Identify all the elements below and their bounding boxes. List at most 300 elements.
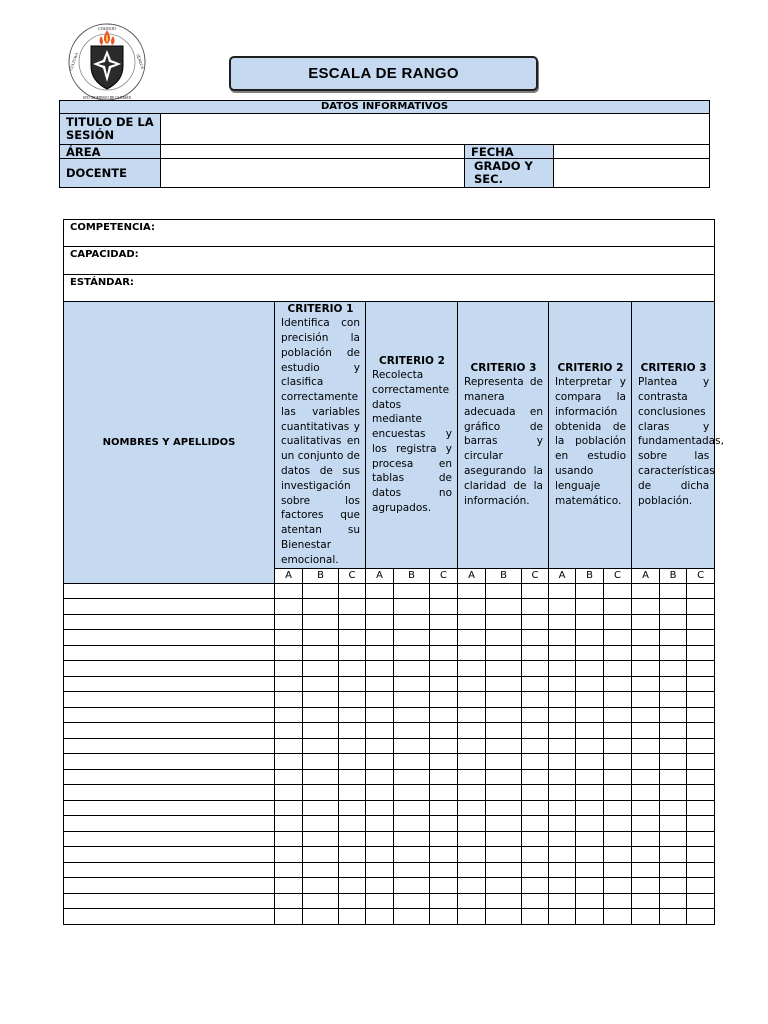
student-name-cell[interactable]	[64, 816, 275, 832]
score-cell[interactable]	[339, 630, 366, 646]
score-cell[interactable]	[275, 831, 303, 847]
score-cell[interactable]	[430, 831, 458, 847]
score-cell[interactable]	[339, 831, 366, 847]
score-cell[interactable]	[687, 909, 715, 925]
student-name-cell[interactable]	[64, 707, 275, 723]
score-cell[interactable]	[275, 661, 303, 677]
score-cell[interactable]	[632, 692, 660, 708]
score-cell[interactable]	[366, 630, 394, 646]
score-cell[interactable]	[522, 614, 549, 630]
score-cell[interactable]	[339, 645, 366, 661]
score-cell[interactable]	[660, 583, 687, 599]
score-cell[interactable]	[366, 800, 394, 816]
score-cell[interactable]	[366, 738, 394, 754]
score-cell[interactable]	[339, 692, 366, 708]
score-cell[interactable]	[687, 723, 715, 739]
score-cell[interactable]	[522, 816, 549, 832]
score-cell[interactable]	[486, 878, 522, 894]
score-cell[interactable]	[522, 583, 549, 599]
score-cell[interactable]	[632, 707, 660, 723]
score-cell[interactable]	[303, 661, 339, 677]
student-name-cell[interactable]	[64, 893, 275, 909]
score-cell[interactable]	[687, 800, 715, 816]
student-name-cell[interactable]	[64, 862, 275, 878]
score-cell[interactable]	[275, 723, 303, 739]
score-cell[interactable]	[339, 583, 366, 599]
score-cell[interactable]	[486, 785, 522, 801]
score-cell[interactable]	[632, 676, 660, 692]
score-cell[interactable]	[604, 862, 632, 878]
session-title-field[interactable]	[161, 114, 710, 145]
score-cell[interactable]	[366, 692, 394, 708]
score-cell[interactable]	[660, 614, 687, 630]
score-cell[interactable]	[632, 862, 660, 878]
score-cell[interactable]	[687, 847, 715, 863]
score-cell[interactable]	[275, 878, 303, 894]
score-cell[interactable]	[576, 785, 604, 801]
score-cell[interactable]	[687, 707, 715, 723]
score-cell[interactable]	[486, 831, 522, 847]
score-cell[interactable]	[576, 909, 604, 925]
score-cell[interactable]	[430, 862, 458, 878]
date-field[interactable]	[554, 145, 710, 159]
score-cell[interactable]	[430, 800, 458, 816]
score-cell[interactable]	[576, 723, 604, 739]
score-cell[interactable]	[430, 583, 458, 599]
score-cell[interactable]	[275, 800, 303, 816]
score-cell[interactable]	[486, 661, 522, 677]
score-cell[interactable]	[576, 614, 604, 630]
score-cell[interactable]	[458, 800, 486, 816]
score-cell[interactable]	[632, 785, 660, 801]
score-cell[interactable]	[486, 754, 522, 770]
score-cell[interactable]	[660, 847, 687, 863]
score-cell[interactable]	[458, 614, 486, 630]
score-cell[interactable]	[632, 599, 660, 615]
score-cell[interactable]	[660, 738, 687, 754]
score-cell[interactable]	[366, 785, 394, 801]
score-cell[interactable]	[632, 878, 660, 894]
score-cell[interactable]	[632, 831, 660, 847]
score-cell[interactable]	[339, 754, 366, 770]
score-cell[interactable]	[486, 723, 522, 739]
score-cell[interactable]	[604, 816, 632, 832]
score-cell[interactable]	[339, 909, 366, 925]
score-cell[interactable]	[339, 769, 366, 785]
score-cell[interactable]	[604, 676, 632, 692]
score-cell[interactable]	[458, 893, 486, 909]
score-cell[interactable]	[366, 847, 394, 863]
score-cell[interactable]	[576, 738, 604, 754]
student-name-cell[interactable]	[64, 645, 275, 661]
score-cell[interactable]	[366, 661, 394, 677]
student-name-cell[interactable]	[64, 614, 275, 630]
score-cell[interactable]	[303, 816, 339, 832]
score-cell[interactable]	[339, 862, 366, 878]
score-cell[interactable]	[687, 676, 715, 692]
score-cell[interactable]	[430, 785, 458, 801]
score-cell[interactable]	[660, 831, 687, 847]
student-name-cell[interactable]	[64, 630, 275, 646]
score-cell[interactable]	[430, 723, 458, 739]
score-cell[interactable]	[486, 614, 522, 630]
score-cell[interactable]	[486, 847, 522, 863]
score-cell[interactable]	[660, 676, 687, 692]
score-cell[interactable]	[458, 769, 486, 785]
score-cell[interactable]	[394, 909, 430, 925]
score-cell[interactable]	[394, 599, 430, 615]
score-cell[interactable]	[604, 893, 632, 909]
score-cell[interactable]	[632, 738, 660, 754]
score-cell[interactable]	[303, 754, 339, 770]
score-cell[interactable]	[366, 599, 394, 615]
score-cell[interactable]	[604, 909, 632, 925]
student-name-cell[interactable]	[64, 800, 275, 816]
score-cell[interactable]	[339, 738, 366, 754]
score-cell[interactable]	[576, 707, 604, 723]
score-cell[interactable]	[394, 754, 430, 770]
score-cell[interactable]	[430, 630, 458, 646]
score-cell[interactable]	[366, 893, 394, 909]
score-cell[interactable]	[366, 769, 394, 785]
score-cell[interactable]	[660, 769, 687, 785]
score-cell[interactable]	[660, 785, 687, 801]
score-cell[interactable]	[522, 769, 549, 785]
score-cell[interactable]	[430, 707, 458, 723]
score-cell[interactable]	[303, 831, 339, 847]
score-cell[interactable]	[486, 893, 522, 909]
score-cell[interactable]	[430, 676, 458, 692]
score-cell[interactable]	[394, 816, 430, 832]
score-cell[interactable]	[303, 878, 339, 894]
score-cell[interactable]	[522, 800, 549, 816]
score-cell[interactable]	[430, 909, 458, 925]
student-name-cell[interactable]	[64, 754, 275, 770]
score-cell[interactable]	[576, 676, 604, 692]
score-cell[interactable]	[339, 723, 366, 739]
score-cell[interactable]	[458, 707, 486, 723]
score-cell[interactable]	[660, 816, 687, 832]
score-cell[interactable]	[394, 800, 430, 816]
score-cell[interactable]	[394, 847, 430, 863]
score-cell[interactable]	[660, 645, 687, 661]
student-name-cell[interactable]	[64, 847, 275, 863]
score-cell[interactable]	[576, 583, 604, 599]
score-cell[interactable]	[303, 614, 339, 630]
score-cell[interactable]	[549, 862, 576, 878]
score-cell[interactable]	[430, 878, 458, 894]
score-cell[interactable]	[339, 614, 366, 630]
score-cell[interactable]	[339, 707, 366, 723]
score-cell[interactable]	[275, 630, 303, 646]
score-cell[interactable]	[394, 645, 430, 661]
score-cell[interactable]	[486, 862, 522, 878]
score-cell[interactable]	[458, 878, 486, 894]
score-cell[interactable]	[604, 800, 632, 816]
score-cell[interactable]	[522, 599, 549, 615]
score-cell[interactable]	[430, 769, 458, 785]
score-cell[interactable]	[604, 645, 632, 661]
score-cell[interactable]	[486, 676, 522, 692]
score-cell[interactable]	[604, 769, 632, 785]
teacher-field[interactable]	[161, 159, 465, 188]
score-cell[interactable]	[394, 862, 430, 878]
score-cell[interactable]	[632, 816, 660, 832]
score-cell[interactable]	[576, 645, 604, 661]
score-cell[interactable]	[303, 862, 339, 878]
score-cell[interactable]	[576, 878, 604, 894]
score-cell[interactable]	[339, 847, 366, 863]
score-cell[interactable]	[549, 769, 576, 785]
score-cell[interactable]	[275, 769, 303, 785]
score-cell[interactable]	[486, 583, 522, 599]
score-cell[interactable]	[458, 661, 486, 677]
score-cell[interactable]	[576, 862, 604, 878]
score-cell[interactable]	[394, 878, 430, 894]
score-cell[interactable]	[486, 707, 522, 723]
score-cell[interactable]	[632, 800, 660, 816]
score-cell[interactable]	[303, 692, 339, 708]
score-cell[interactable]	[339, 878, 366, 894]
score-cell[interactable]	[632, 630, 660, 646]
competence-row[interactable]: COMPETENCIA:	[64, 220, 715, 247]
score-cell[interactable]	[632, 769, 660, 785]
score-cell[interactable]	[339, 800, 366, 816]
score-cell[interactable]	[394, 583, 430, 599]
score-cell[interactable]	[303, 909, 339, 925]
score-cell[interactable]	[660, 599, 687, 615]
score-cell[interactable]	[522, 661, 549, 677]
score-cell[interactable]	[522, 707, 549, 723]
score-cell[interactable]	[549, 785, 576, 801]
score-cell[interactable]	[275, 614, 303, 630]
score-cell[interactable]	[486, 769, 522, 785]
score-cell[interactable]	[604, 661, 632, 677]
score-cell[interactable]	[576, 661, 604, 677]
score-cell[interactable]	[522, 909, 549, 925]
student-name-cell[interactable]	[64, 692, 275, 708]
score-cell[interactable]	[549, 800, 576, 816]
score-cell[interactable]	[687, 599, 715, 615]
student-name-cell[interactable]	[64, 676, 275, 692]
score-cell[interactable]	[430, 661, 458, 677]
score-cell[interactable]	[604, 707, 632, 723]
score-cell[interactable]	[394, 630, 430, 646]
score-cell[interactable]	[522, 785, 549, 801]
score-cell[interactable]	[486, 599, 522, 615]
score-cell[interactable]	[604, 614, 632, 630]
score-cell[interactable]	[275, 583, 303, 599]
score-cell[interactable]	[687, 754, 715, 770]
score-cell[interactable]	[458, 847, 486, 863]
score-cell[interactable]	[604, 831, 632, 847]
score-cell[interactable]	[458, 738, 486, 754]
score-cell[interactable]	[660, 692, 687, 708]
score-cell[interactable]	[549, 878, 576, 894]
score-cell[interactable]	[339, 676, 366, 692]
score-cell[interactable]	[549, 816, 576, 832]
score-cell[interactable]	[687, 738, 715, 754]
score-cell[interactable]	[366, 723, 394, 739]
score-cell[interactable]	[576, 630, 604, 646]
score-cell[interactable]	[522, 738, 549, 754]
score-cell[interactable]	[549, 707, 576, 723]
score-cell[interactable]	[275, 676, 303, 692]
score-cell[interactable]	[632, 645, 660, 661]
area-field[interactable]	[161, 145, 465, 159]
score-cell[interactable]	[275, 893, 303, 909]
score-cell[interactable]	[604, 785, 632, 801]
score-cell[interactable]	[458, 723, 486, 739]
score-cell[interactable]	[522, 847, 549, 863]
score-cell[interactable]	[430, 645, 458, 661]
score-cell[interactable]	[522, 645, 549, 661]
score-cell[interactable]	[275, 909, 303, 925]
score-cell[interactable]	[366, 676, 394, 692]
score-cell[interactable]	[275, 785, 303, 801]
score-cell[interactable]	[303, 893, 339, 909]
score-cell[interactable]	[430, 738, 458, 754]
score-cell[interactable]	[458, 909, 486, 925]
score-cell[interactable]	[394, 831, 430, 847]
score-cell[interactable]	[687, 769, 715, 785]
score-cell[interactable]	[394, 769, 430, 785]
score-cell[interactable]	[687, 583, 715, 599]
score-cell[interactable]	[549, 645, 576, 661]
score-cell[interactable]	[394, 692, 430, 708]
score-cell[interactable]	[458, 754, 486, 770]
score-cell[interactable]	[604, 630, 632, 646]
score-cell[interactable]	[430, 893, 458, 909]
score-cell[interactable]	[486, 800, 522, 816]
score-cell[interactable]	[660, 707, 687, 723]
score-cell[interactable]	[687, 614, 715, 630]
score-cell[interactable]	[394, 676, 430, 692]
score-cell[interactable]	[458, 599, 486, 615]
score-cell[interactable]	[660, 893, 687, 909]
score-cell[interactable]	[632, 723, 660, 739]
score-cell[interactable]	[458, 583, 486, 599]
score-cell[interactable]	[576, 893, 604, 909]
score-cell[interactable]	[687, 816, 715, 832]
score-cell[interactable]	[632, 893, 660, 909]
score-cell[interactable]	[522, 676, 549, 692]
score-cell[interactable]	[275, 862, 303, 878]
score-cell[interactable]	[687, 878, 715, 894]
score-cell[interactable]	[549, 630, 576, 646]
score-cell[interactable]	[275, 754, 303, 770]
score-cell[interactable]	[366, 831, 394, 847]
score-cell[interactable]	[522, 630, 549, 646]
score-cell[interactable]	[394, 661, 430, 677]
score-cell[interactable]	[458, 630, 486, 646]
score-cell[interactable]	[576, 692, 604, 708]
score-cell[interactable]	[458, 645, 486, 661]
score-cell[interactable]	[394, 723, 430, 739]
score-cell[interactable]	[303, 785, 339, 801]
score-cell[interactable]	[549, 676, 576, 692]
score-cell[interactable]	[458, 831, 486, 847]
score-cell[interactable]	[576, 800, 604, 816]
score-cell[interactable]	[366, 583, 394, 599]
student-name-cell[interactable]	[64, 583, 275, 599]
score-cell[interactable]	[339, 661, 366, 677]
score-cell[interactable]	[303, 800, 339, 816]
capacity-row[interactable]: CAPACIDAD:	[64, 247, 715, 274]
score-cell[interactable]	[430, 614, 458, 630]
student-name-cell[interactable]	[64, 909, 275, 925]
score-cell[interactable]	[549, 614, 576, 630]
score-cell[interactable]	[303, 847, 339, 863]
student-name-cell[interactable]	[64, 738, 275, 754]
score-cell[interactable]	[549, 847, 576, 863]
score-cell[interactable]	[576, 599, 604, 615]
score-cell[interactable]	[660, 878, 687, 894]
score-cell[interactable]	[522, 831, 549, 847]
score-cell[interactable]	[576, 754, 604, 770]
score-cell[interactable]	[549, 692, 576, 708]
score-cell[interactable]	[687, 831, 715, 847]
score-cell[interactable]	[549, 831, 576, 847]
score-cell[interactable]	[394, 785, 430, 801]
score-cell[interactable]	[458, 816, 486, 832]
score-cell[interactable]	[660, 723, 687, 739]
score-cell[interactable]	[458, 862, 486, 878]
score-cell[interactable]	[522, 893, 549, 909]
student-name-cell[interactable]	[64, 661, 275, 677]
score-cell[interactable]	[687, 785, 715, 801]
student-name-cell[interactable]	[64, 878, 275, 894]
score-cell[interactable]	[394, 893, 430, 909]
score-cell[interactable]	[549, 738, 576, 754]
score-cell[interactable]	[522, 723, 549, 739]
score-cell[interactable]	[522, 754, 549, 770]
score-cell[interactable]	[549, 909, 576, 925]
score-cell[interactable]	[430, 692, 458, 708]
grade-section-field[interactable]	[554, 159, 710, 188]
score-cell[interactable]	[366, 707, 394, 723]
score-cell[interactable]	[430, 816, 458, 832]
score-cell[interactable]	[549, 754, 576, 770]
score-cell[interactable]	[549, 599, 576, 615]
score-cell[interactable]	[303, 738, 339, 754]
score-cell[interactable]	[632, 661, 660, 677]
score-cell[interactable]	[486, 645, 522, 661]
score-cell[interactable]	[604, 723, 632, 739]
score-cell[interactable]	[632, 614, 660, 630]
student-name-cell[interactable]	[64, 599, 275, 615]
student-name-cell[interactable]	[64, 769, 275, 785]
score-cell[interactable]	[604, 754, 632, 770]
score-cell[interactable]	[394, 707, 430, 723]
score-cell[interactable]	[458, 785, 486, 801]
score-cell[interactable]	[549, 583, 576, 599]
score-cell[interactable]	[275, 707, 303, 723]
score-cell[interactable]	[303, 630, 339, 646]
score-cell[interactable]	[576, 816, 604, 832]
score-cell[interactable]	[458, 692, 486, 708]
score-cell[interactable]	[549, 661, 576, 677]
score-cell[interactable]	[275, 738, 303, 754]
score-cell[interactable]	[687, 661, 715, 677]
score-cell[interactable]	[303, 723, 339, 739]
student-name-cell[interactable]	[64, 723, 275, 739]
score-cell[interactable]	[458, 676, 486, 692]
score-cell[interactable]	[687, 645, 715, 661]
score-cell[interactable]	[660, 754, 687, 770]
standard-row[interactable]: ESTÁNDAR:	[64, 274, 715, 301]
score-cell[interactable]	[549, 723, 576, 739]
